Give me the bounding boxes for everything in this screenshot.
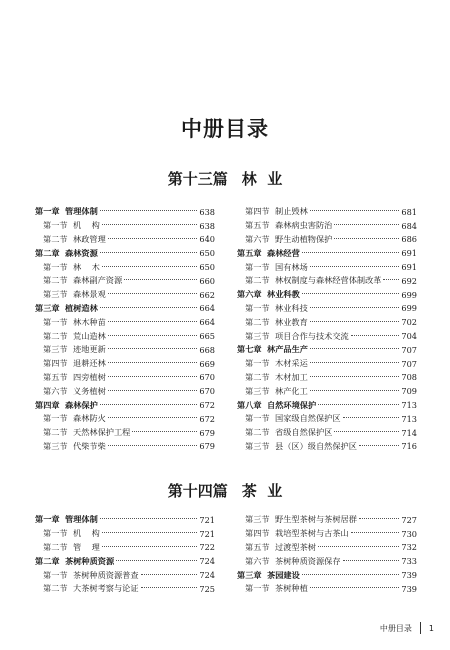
toc-section-entry	[35, 343, 215, 357]
leader-dots	[108, 238, 198, 239]
leader-dots	[108, 293, 198, 294]
part-name: 茶 业	[241, 482, 283, 500]
leader-dots	[310, 376, 400, 377]
entry-label: 第二章	[35, 247, 60, 258]
leader-dots	[351, 532, 400, 533]
leader-dots	[310, 362, 400, 363]
leader-dots	[318, 546, 399, 547]
leader-dots	[343, 417, 400, 418]
entry-title: 茶树种质资源保存	[275, 555, 341, 566]
toc-section-entry	[237, 329, 417, 343]
toc-section-entry	[237, 541, 417, 555]
entry-label: 第四节	[245, 528, 270, 539]
entry-page: 679	[199, 441, 215, 452]
leader-dots	[318, 404, 399, 405]
toc-section-entry	[35, 440, 215, 454]
entry-title: 野生动植物保护	[275, 233, 333, 244]
entry-page: 638	[199, 206, 215, 217]
toc-section-entry	[237, 384, 417, 398]
leader-dots	[108, 321, 198, 322]
toc-section-entry	[237, 527, 417, 541]
entry-page: 725	[199, 583, 215, 594]
entry-label: 第一节	[43, 413, 68, 424]
entry-page: 699	[401, 303, 417, 314]
entry-label: 第一节	[245, 358, 270, 369]
leader-dots	[310, 348, 399, 349]
toc-section-entry	[237, 412, 417, 426]
entry-title: 茶树种质资源普查	[73, 569, 139, 580]
entry-label: 第二节	[43, 233, 68, 244]
entry-title: 林权制度与森林经营体制改革	[275, 275, 382, 286]
leader-dots	[100, 252, 198, 253]
entry-title: 森林防火	[73, 413, 106, 424]
entry-title: 林产化工	[275, 385, 308, 396]
toc-section-entry	[237, 302, 417, 316]
leader-dots	[310, 266, 400, 267]
leader-dots	[108, 376, 198, 377]
footer-divider	[420, 622, 421, 634]
entry-title: 茶树种植	[275, 583, 308, 594]
leader-dots	[383, 279, 399, 280]
leader-dots	[334, 431, 399, 432]
entry-title: 四旁植树	[73, 371, 106, 382]
entry-page: 730	[401, 528, 417, 539]
leader-dots	[351, 335, 400, 336]
entry-label: 第六节	[245, 233, 270, 244]
main-title: 中册目录	[181, 117, 269, 141]
leader-dots	[108, 390, 198, 391]
part-number: 第十三篇	[167, 170, 228, 188]
entry-label: 第二节	[245, 316, 270, 327]
entry-title: 森林经营	[267, 247, 300, 258]
entry-page: 670	[199, 386, 215, 397]
entry-page: 713	[401, 400, 417, 411]
entry-label: 第二节	[43, 427, 68, 438]
toc-column-right	[237, 513, 417, 596]
leader-dots	[116, 560, 197, 561]
toc-chapter-entry	[35, 554, 215, 568]
entry-label: 第四节	[245, 206, 270, 217]
leader-dots	[310, 390, 400, 391]
leader-dots	[302, 252, 400, 253]
entry-page: 716	[401, 441, 417, 452]
entry-title: 大茶树考察与论证	[73, 583, 139, 594]
entry-page: 724	[199, 556, 215, 567]
entry-label: 第五章	[237, 247, 262, 258]
entry-label: 第六节	[43, 385, 68, 396]
entry-page: 727	[401, 514, 417, 525]
entry-title: 森林保护	[65, 399, 98, 410]
toc-chapter-entry	[35, 246, 215, 260]
toc-section-entry	[35, 527, 215, 541]
toc-chapter-entry	[237, 568, 417, 582]
entry-page: 638	[199, 220, 215, 231]
entry-page: 650	[199, 248, 215, 259]
toc-chapter-entry	[35, 398, 215, 412]
toc-section-entry	[35, 426, 215, 440]
entry-title: 森林副产资源	[73, 275, 123, 286]
toc-section-entry	[35, 315, 215, 329]
leader-dots	[302, 293, 400, 294]
leader-dots	[108, 362, 198, 363]
entry-title: 林 木	[73, 261, 100, 272]
toc-section-entry	[35, 260, 215, 274]
entry-page: 672	[199, 413, 215, 424]
entry-page: 668	[199, 344, 215, 355]
toc-chapter-entry	[237, 398, 417, 412]
entry-title: 天然林保护工程	[73, 427, 131, 438]
leader-dots	[102, 546, 198, 547]
entry-label: 第三节	[43, 289, 68, 300]
entry-title: 项目合作与技术交流	[275, 330, 349, 341]
toc-chapter-entry	[237, 343, 417, 357]
entry-label: 第一节	[245, 413, 270, 424]
entry-title: 林业教育	[275, 316, 308, 327]
leader-dots	[100, 404, 198, 405]
leader-dots	[132, 431, 197, 432]
leader-dots	[100, 307, 198, 308]
leader-dots	[310, 321, 400, 322]
toc-section-entry	[237, 233, 417, 247]
leader-dots	[141, 587, 198, 588]
entry-label: 第一节	[43, 569, 68, 580]
toc-section-entry	[35, 568, 215, 582]
entry-label: 第三节	[43, 440, 68, 451]
leader-dots	[343, 560, 400, 561]
part-name: 林 业	[241, 170, 283, 188]
entry-page: 739	[401, 570, 417, 581]
leader-dots	[124, 279, 197, 280]
entry-page: 662	[199, 289, 215, 300]
entry-title: 栽培型茶树与古茶山	[275, 528, 349, 539]
entry-label: 第二节	[245, 427, 270, 438]
entry-title: 国家级自然保护区	[275, 413, 341, 424]
leader-dots	[108, 417, 198, 418]
leader-dots	[141, 574, 198, 575]
entry-label: 第二节	[43, 583, 68, 594]
entry-title: 木材采运	[275, 358, 308, 369]
entry-page: 714	[401, 427, 417, 438]
leader-dots	[310, 307, 400, 308]
entry-page: 692	[401, 275, 417, 286]
entry-title: 自然环境保护	[267, 399, 317, 410]
toc-section-entry	[237, 426, 417, 440]
entry-page: 713	[401, 413, 417, 424]
entry-label: 第一节	[245, 302, 270, 313]
part-number: 第十四篇	[167, 482, 228, 500]
entry-title: 国有林场	[275, 261, 308, 272]
entry-label: 第一节	[43, 316, 68, 327]
entry-title: 代柴节柴	[73, 440, 106, 451]
toc-section-entry	[237, 554, 417, 568]
toc-section-entry	[35, 412, 215, 426]
entry-title: 林木种苗	[73, 316, 106, 327]
entry-page: 702	[401, 317, 417, 328]
entry-title: 迹地更新	[73, 344, 106, 355]
entry-label: 第二节	[43, 330, 68, 341]
entry-label: 第二节	[245, 371, 270, 382]
entry-page: 707	[401, 344, 417, 355]
entry-page: 669	[199, 358, 215, 369]
toc-section-entry	[237, 274, 417, 288]
entry-label: 第一节	[245, 261, 270, 272]
toc-column-right	[237, 205, 417, 453]
entry-page: 691	[401, 262, 417, 273]
leader-dots	[102, 532, 198, 533]
toc-chapter-entry	[237, 246, 417, 260]
entry-label: 第三章	[237, 569, 262, 580]
page-number: 1	[428, 623, 434, 633]
entry-title: 林业科教	[267, 289, 300, 300]
entry-title: 森林病虫害防治	[275, 220, 333, 231]
entry-page: 664	[199, 303, 215, 314]
toc-section-entry	[35, 274, 215, 288]
leader-dots	[100, 210, 198, 211]
entry-page: 732	[401, 542, 417, 553]
leader-dots	[334, 238, 399, 239]
leader-dots	[108, 335, 198, 336]
entry-page: 733	[401, 556, 417, 567]
toc-section-entry	[237, 260, 417, 274]
entry-title: 野生型茶树与茶树居群	[275, 514, 357, 525]
entry-label: 第一章	[35, 206, 60, 217]
entry-title: 机 构	[73, 220, 100, 231]
part-title-tea	[0, 480, 450, 501]
leader-dots	[100, 518, 198, 519]
toc-section-entry	[237, 582, 417, 596]
entry-page: 660	[199, 275, 215, 286]
entry-title: 木材加工	[275, 371, 308, 382]
toc-chapter-entry	[35, 302, 215, 316]
toc-section-entry	[35, 329, 215, 343]
toc-chapter-entry	[35, 513, 215, 527]
toc-section-entry	[35, 219, 215, 233]
toc-section-entry	[35, 582, 215, 596]
leader-dots	[102, 224, 198, 225]
leader-dots	[310, 587, 400, 588]
entry-label: 第五节	[245, 220, 270, 231]
entry-label: 第三节	[245, 440, 270, 451]
entry-label: 第六章	[237, 289, 262, 300]
entry-label: 第二章	[35, 555, 60, 566]
entry-title: 管理体制	[65, 206, 98, 217]
entry-label: 第一节	[43, 528, 68, 539]
entry-page: 704	[401, 331, 417, 342]
entry-page: 721	[199, 514, 215, 525]
toc-column-left	[35, 513, 215, 596]
leader-dots	[108, 445, 198, 446]
entry-page: 722	[199, 542, 215, 553]
entry-label: 第二节	[43, 275, 68, 286]
entry-page: 679	[199, 427, 215, 438]
leader-dots	[359, 445, 399, 446]
entry-title: 退耕还林	[73, 358, 106, 369]
entry-title: 过渡型茶树	[275, 541, 316, 552]
entry-title: 义务植树	[73, 385, 106, 396]
entry-page: 721	[199, 528, 215, 539]
entry-page: 672	[199, 400, 215, 411]
entry-label: 第三节	[43, 344, 68, 355]
entry-label: 第七章	[237, 344, 262, 355]
toc-section-entry	[237, 440, 417, 454]
entry-page: 664	[199, 317, 215, 328]
toc-section-entry	[237, 357, 417, 371]
entry-title: 林业科技	[275, 302, 308, 313]
toc-chapter-entry	[35, 205, 215, 219]
entry-label: 第六节	[245, 555, 270, 566]
entry-label: 第五节	[245, 541, 270, 552]
entry-page: 724	[199, 570, 215, 581]
entry-label: 第三节	[245, 514, 270, 525]
toc-section-entry	[35, 288, 215, 302]
entry-title: 森林资源	[65, 247, 98, 258]
toc-section-entry	[35, 233, 215, 247]
entry-label: 第一章	[35, 514, 60, 525]
entry-page: 708	[401, 372, 417, 383]
entry-page: 684	[401, 220, 417, 231]
entry-label: 第二节	[43, 541, 68, 552]
leader-dots	[310, 210, 400, 211]
entry-title: 植树造林	[65, 302, 98, 313]
page-footer	[380, 622, 434, 634]
entry-label: 第一节	[43, 261, 68, 272]
toc-section-entry	[237, 205, 417, 219]
toc-section-entry	[237, 219, 417, 233]
toc-section-entry	[237, 315, 417, 329]
entry-page: 640	[199, 234, 215, 245]
entry-label: 第一节	[43, 220, 68, 231]
toc-section-entry	[237, 513, 417, 527]
toc-chapter-entry	[237, 288, 417, 302]
entry-page: 707	[401, 358, 417, 369]
entry-label: 第八章	[237, 399, 262, 410]
entry-title: 森林景观	[73, 289, 106, 300]
entry-title: 县（区）级自然保护区	[275, 440, 357, 451]
entry-title: 制止毁林	[275, 206, 308, 217]
entry-page: 739	[401, 583, 417, 594]
entry-label: 第三章	[35, 302, 60, 313]
entry-title: 机 构	[73, 528, 100, 539]
entry-page: 665	[199, 331, 215, 342]
entry-label: 第三节	[245, 330, 270, 341]
entry-title: 省级自然保护区	[275, 427, 333, 438]
toc-section-entry	[35, 357, 215, 371]
entry-title: 林政管理	[73, 233, 106, 244]
entry-page: 650	[199, 262, 215, 273]
entry-label: 第五节	[43, 371, 68, 382]
entry-label: 第三节	[245, 385, 270, 396]
entry-page: 699	[401, 289, 417, 300]
toc-section-entry	[237, 371, 417, 385]
entry-label: 第四节	[43, 358, 68, 369]
entry-page: 670	[199, 372, 215, 383]
entry-page: 681	[401, 206, 417, 217]
entry-label: 第一节	[245, 583, 270, 594]
toc-column-left	[35, 205, 215, 453]
leader-dots	[108, 348, 198, 349]
entry-page: 691	[401, 248, 417, 259]
entry-title: 荒山造林	[73, 330, 106, 341]
toc-section-entry	[35, 384, 215, 398]
entry-label: 第二节	[245, 275, 270, 286]
entry-title: 茶园建设	[267, 569, 300, 580]
entry-title: 林产品生产	[267, 344, 308, 355]
leader-dots	[334, 224, 399, 225]
toc-section-entry	[35, 371, 215, 385]
entry-page: 686	[401, 234, 417, 245]
entry-title: 管 理	[73, 541, 100, 552]
entry-title: 茶树种质资源	[65, 555, 115, 566]
entry-title: 管理体制	[65, 514, 98, 525]
entry-label: 第四章	[35, 399, 60, 410]
leader-dots	[302, 574, 400, 575]
toc-section-entry	[35, 541, 215, 555]
part-title-forestry	[0, 168, 450, 189]
entry-page: 709	[401, 386, 417, 397]
footer-label: 中册目录	[379, 623, 412, 633]
leader-dots	[102, 266, 198, 267]
leader-dots	[359, 518, 399, 519]
